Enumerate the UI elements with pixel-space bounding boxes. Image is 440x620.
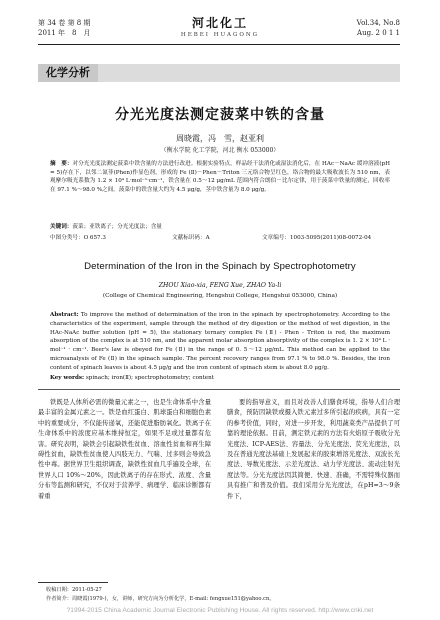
- body-paragraph: 要的指导意义，而且对改善人们膳食环境，指导人们合理膳食，预防因缺铁或摄入铁元素过多所引起的疾病，具有一定的参考价值，同时，对进一步开发，利用蔬菜类产品提供了可靠的理论依据。目前，测定铁元素的方法有火焰原子吸收分光光度法、ICP-AES法、容量法、分光光度法、荧光光度法，以及在普通光度法基础上发展起来的胶束增溶光度法、双波长光度法、导数光度法、示差光度法、动力学光度法、流动注射光度法等。分光光度法因其简便、快速、准确，不需特殊仪器而具有推广和普及价值。我们采用分光光度法，在pH=3～9条件下，: [227, 399, 400, 500]
- abstract-en-text: To improve the method of determination of the iron in the spinach by spectrophotometry. According to the characteristics of the experiment, sample through the method of dry digestion or the method of wet digestion, in the HAc-NaAc buffer solution (pH = 5), the stationary ternary complex Fe (Ⅱ) - Phen - Triton is red, the maximum absorption of the complex is at 510 nm, and the apparent molar absorption absorptivity of the complex is 1. 2 × 10⁴ L · mol⁻¹ · cm⁻¹. Beer's law is obeyed for Fe (Ⅱ) in the range of 0. 5～12 μg/mL. This method can be applied to the microanalysis of Fe (Ⅱ) in the spinach sample. The percent recovery ranges from 97.1 % to 98.0 %. Besides, the iron content of spinach leaves is about 4.5 μg/g and the iron content of spinach stem is about 8.0 μg/g.: [50, 312, 390, 371]
- abstract-cn: [50, 160, 390, 194]
- authors-cn: 周晓霞，冯 雪，赵亚利: [176, 134, 264, 143]
- date-en: Aug. 2 0 1 1: [357, 29, 400, 37]
- keywords-cn-text: 菠菜；亚铁离子；分光光度法；含量: [72, 224, 162, 230]
- clc-number: 中图分类号：O 657.3: [50, 235, 106, 241]
- header-right: [357, 18, 400, 38]
- volume-cn: 第 34 卷 第 8 期: [38, 19, 91, 27]
- date-cn: 2011 年 8 月: [38, 29, 91, 37]
- keywords-en-text: spinach; iron(Ⅱ); spectrophotometry; content: [85, 375, 214, 381]
- abstract-en: [50, 311, 390, 373]
- body-column-right: [227, 398, 400, 502]
- section-label: 化学分析: [38, 64, 98, 82]
- copyright-notice: ?1994-2015 China Academic Journal Electronic Publishing House. All rights reserved. http://www.cnki.net: [66, 607, 374, 614]
- authors-en: ZHOU Xiao-xia, FENG Xue, ZHAO Ya-li: [158, 282, 282, 289]
- body-divider: [38, 389, 400, 390]
- received-date: 收稿日期：2011-05-27: [46, 587, 102, 593]
- body-paragraph: 铁既是人体所必需的微量元素之一，也是生命体系中含量最丰富的金属元素之一。铁是血红蛋白、肌球蛋白和细胞色素中的重要成分，不仅能传递氧，还能促进脂肪氧化。铁离子在生命体系中的浓度应基本维持恒定，如果不足或过量都有危害。研究表明，缺铁会引起缺铁性贫血、溶血性贫血和再生障碍性贫血，缺铁性贫血使人四肢无力、气喘、过多则会导致急性中毒。据世界卫生组织调查，缺铁性贫血几乎遍及全球，在世界人口 10%～20%，因此铁离子的存在形式、浓度、含量分布等监测和研究，不仅对于营养学、病理学、临床诊断都有着重: [38, 399, 211, 500]
- article-number: 文章编号：1003-5095(2011)08-0072-04: [262, 235, 372, 241]
- footnote-rule: [38, 582, 108, 583]
- keywords-cn-label: 关键词：: [50, 224, 73, 230]
- abstract-en-label: Abstract:: [50, 312, 79, 318]
- article-title-cn: 分光光度法测定菠菜中铁的含量: [115, 107, 325, 123]
- keywords-en-label: Key words:: [50, 375, 85, 381]
- keywords-cn: [50, 222, 390, 230]
- article-title-en: Determination of the Iron in the Spinach by Spectrophotometry: [84, 261, 356, 272]
- abstract-cn-label: 摘 要：: [50, 161, 73, 167]
- document-code: 文献标识码：A: [172, 235, 210, 241]
- keywords-en: [50, 375, 390, 381]
- affiliation-cn: （衡水学院 化工学院，河北 衡水 053000）: [160, 147, 280, 154]
- journal-logo-text: 河北化工: [191, 16, 248, 30]
- affiliation-en: (College of Chemical Engineering, Hengshui College, Hengshui 053000, China): [102, 293, 338, 299]
- body-column-left: [38, 398, 211, 502]
- header-rule: [38, 44, 400, 45]
- volume-en: Vol.34, No.8: [356, 19, 400, 27]
- author-bio: 作者简介：周晓霞(1979-)，女，讲师，研究方向为分析化学，E-mail: fengxue151@yahoo.cn。: [46, 596, 275, 602]
- abstract-cn-text: 对分光光度法测定菠菜中铁含量的方法进行改进。根据实验特点，样品经干法消化或湿法消化后，在 HAc－NaAc 缓冲溶液(pH = 5)存在下，以邻二氮菲(Phen)作显色剂，形成的 Fe (Ⅱ)－Phen－Triton 三元络合物呈红色，络合物的最大吸收波长为 510 nm，表观摩尔吸光系数为 1.2 × 10⁴ L·mol⁻¹·cm⁻¹，铁含量在 0.5～12 μg/mL 范围内符合朗伯－比尔定律，用于菠菜中铁量的测定，回收率在 97.1 %～98.0 %之间。菠菜中的铁含量大约为 4.5 μg/g，茎中铁含量为 8.0 μg/g。: [50, 161, 390, 193]
- journal-name-en: HEBEI HUAGONG: [180, 32, 260, 38]
